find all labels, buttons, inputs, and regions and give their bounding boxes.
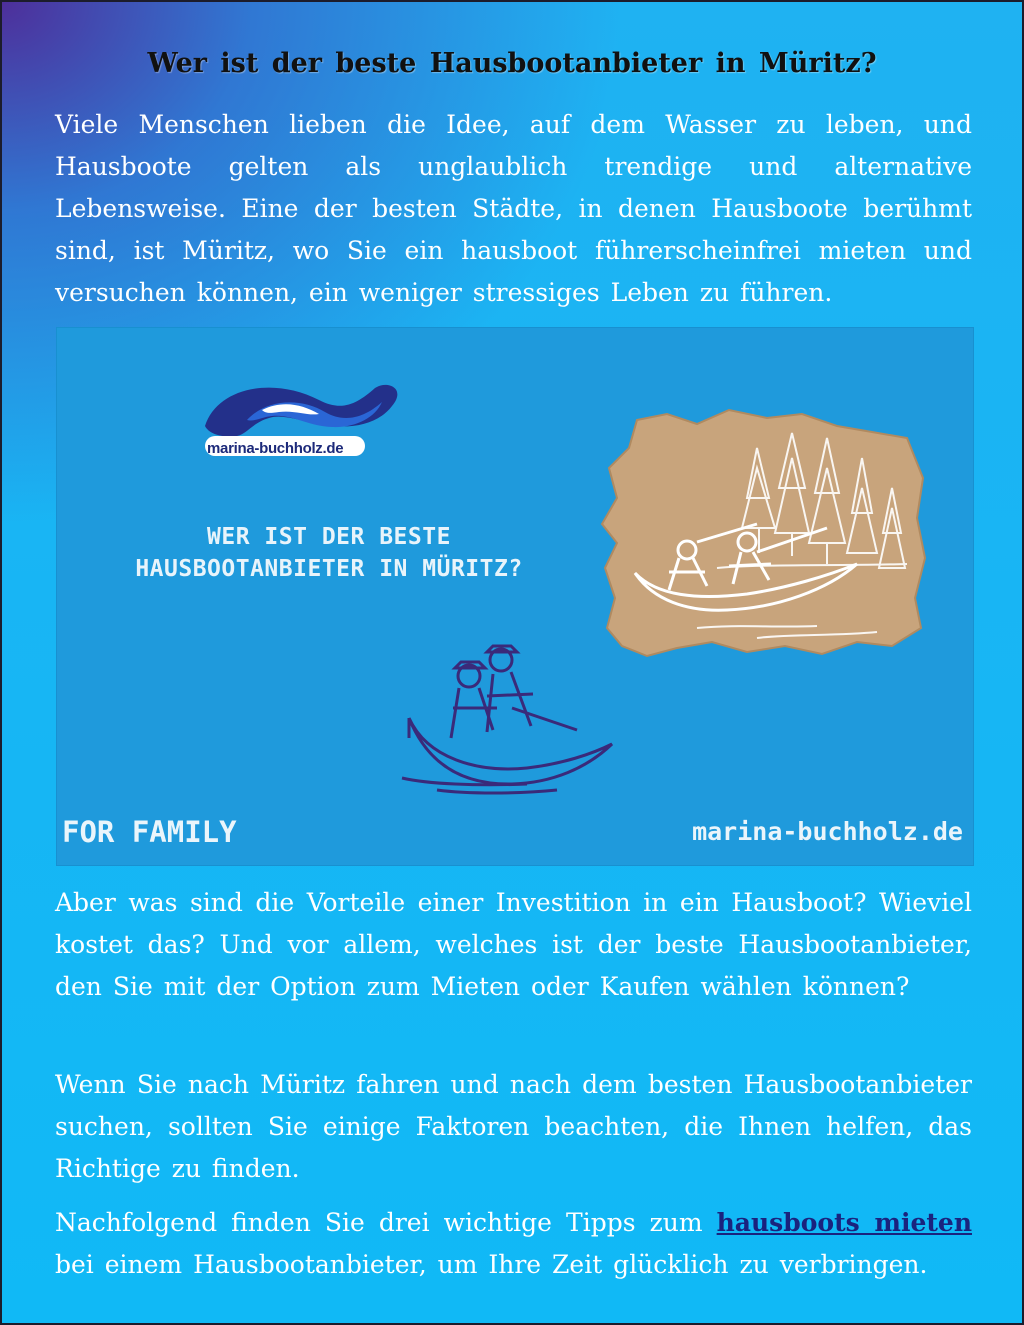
paragraph-tips xyxy=(55,1202,972,1286)
banner-heading xyxy=(109,521,549,585)
paragraph-questions: Aber was sind die Vorteile einer Investition in ein Hausboot? Wieviel kostet das? Und vor allem, welches ist der beste Hausbootanbieter, den Sie mit der Option zum Mieten oder Kaufen wählen können? xyxy=(55,888,972,1001)
banner-logo-text: marina-buchholz.de xyxy=(207,440,344,457)
banner-heading-line-2: HAUSBOOTANBIETER IN MÜRITZ? xyxy=(135,556,523,582)
banner-footer-left: FOR FAMILY xyxy=(62,815,237,849)
paragraph-factors: Wenn Sie nach Müritz fahren und nach dem besten Hausbootanbieter suchen, sollten Sie einige Faktoren beachten, die Ihnen helfen, das Richtige zu finden. xyxy=(55,1070,972,1183)
page-title: Wer ist der beste Hausbootanbieter in Müritz? xyxy=(147,48,877,79)
paragraph-tips-start: Nachfolgend finden Sie drei wichtige Tipps zum xyxy=(55,1208,717,1237)
banner-heading-line-1: WER IST DER BESTE xyxy=(207,524,451,550)
banner-illustration xyxy=(57,328,973,865)
paragraph-tips-end: bei einem Hausbootanbieter, um Ihre Zeit glücklich zu verbringen. xyxy=(55,1250,928,1279)
canoe-sketch-icon xyxy=(402,646,612,793)
kraft-paper-patch xyxy=(602,410,925,656)
paragraph-intro: Viele Menschen lieben die Idee, auf dem Wasser zu leben, und Hausboote gelten als unglaublich trendige und alternative Lebensweise. Eine der besten Städte, in denen Hausboote berühmt sind, ist Müritz, wo Sie ein hausboot führerscheinfrei mieten und versuchen können, ein weniger stressiges Leben zu führen. xyxy=(55,110,972,307)
banner-footer-url: marina-buchholz.de xyxy=(692,817,963,846)
hausboots-mieten-link[interactable]: hausboots mieten xyxy=(716,1208,972,1237)
banner-image xyxy=(56,327,974,866)
